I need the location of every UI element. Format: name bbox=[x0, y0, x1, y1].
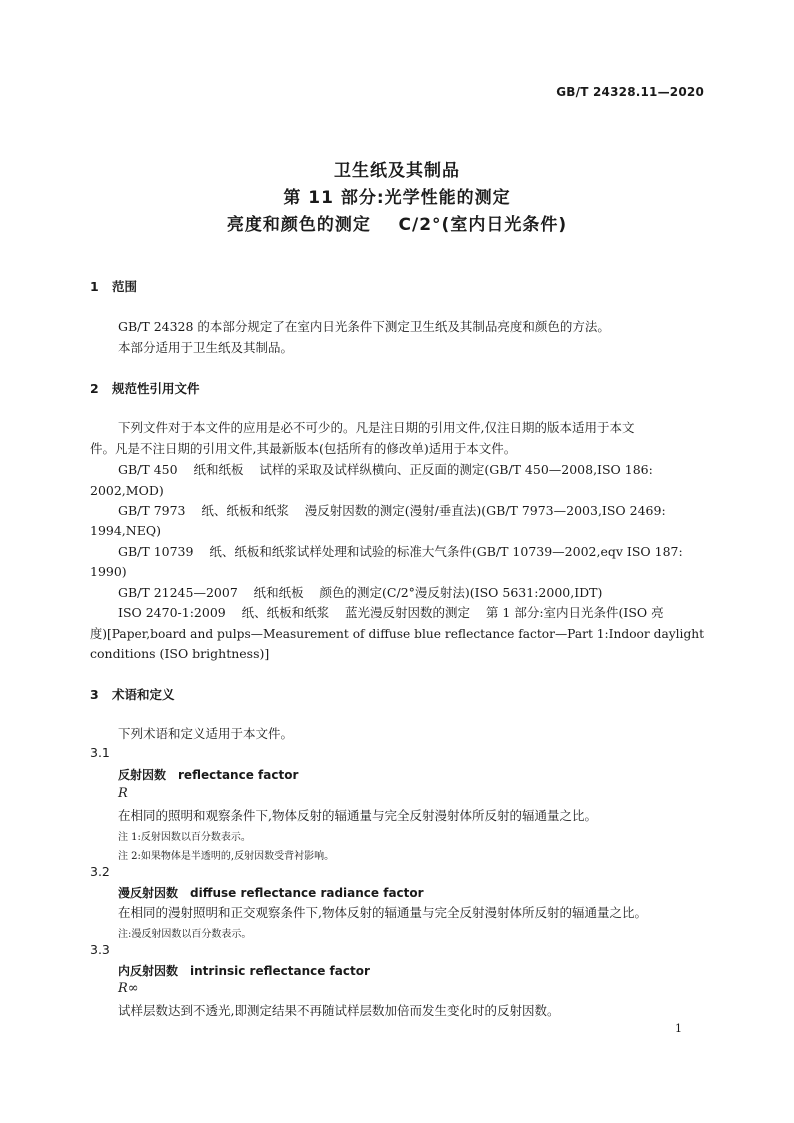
reference-iso2470-line-1: ISO 2470-1:2009 纸、纸板和纸浆 蓝光漫反射因数的测定 第 1 部分:室内日光条件(ISO 亮 bbox=[118, 605, 664, 620]
title-line-2: 第 11 部分:光学性能的测定 bbox=[283, 188, 511, 208]
section-3-heading bbox=[90, 685, 175, 703]
section-1-heading bbox=[90, 277, 137, 295]
reference-gbt7973-line-1: GB/T 7973 纸、纸板和纸浆 漫反射因数的测定(漫射/垂直法)(GB/T 7973—2003,ISO 2469: bbox=[118, 503, 666, 518]
section-1-paragraph-1: GB/T 24328 的本部分规定了在室内日光条件下测定卫生纸及其制品亮度和颜色的方法。 bbox=[118, 319, 610, 334]
section-3-intro: 下列术语和定义适用于本文件。 bbox=[118, 726, 294, 741]
reference-iso2470-line-3: conditions (ISO brightness)] bbox=[90, 646, 270, 661]
term-3-1-english: reflectance factor bbox=[178, 768, 299, 782]
term-3-2-number: 3.2 bbox=[90, 864, 110, 879]
term-3-3-chinese: 内反射因数 bbox=[118, 964, 179, 978]
standard-number: GB/T 24328.11—2020 bbox=[556, 85, 704, 99]
term-3-3-definition: 试样层数达到不透光,即测定结果不再随试样层数加倍而发生变化时的反射因数。 bbox=[118, 1003, 560, 1018]
term-3-1-number: 3.1 bbox=[90, 745, 110, 760]
reference-gbt21245: GB/T 21245—2007 纸和纸板 颜色的测定(C/2°漫反射法)(ISO 5631:2000,IDT) bbox=[118, 585, 603, 600]
term-3-1-symbol: R bbox=[118, 786, 128, 801]
term-3-3-number: 3.3 bbox=[90, 942, 110, 957]
term-3-1-heading bbox=[118, 766, 298, 783]
section-2-title: 规范性引用文件 bbox=[112, 381, 200, 396]
section-2-intro-line-1: 下列文件对于本文件的应用是必不可少的。凡是注日期的引用文件,仅注日期的版本适用于本文 bbox=[118, 420, 635, 435]
section-2-heading bbox=[90, 379, 200, 397]
reference-gbt10739-line-1: GB/T 10739 纸、纸板和纸浆试样处理和试验的标准大气条件(GB/T 10739—2002,eqv ISO 187: bbox=[118, 544, 683, 559]
term-3-1-note-2: 注 2:如果物体是半透明的,反射因数受背衬影响。 bbox=[118, 851, 335, 862]
term-3-3-english: intrinsic reflectance factor bbox=[190, 964, 370, 978]
term-3-2-english: diffuse reflectance radiance factor bbox=[190, 886, 424, 900]
term-3-2-note: 注:漫反射因数以百分数表示。 bbox=[118, 929, 252, 940]
term-3-3-heading bbox=[118, 962, 370, 979]
term-3-1-definition: 在相同的照明和观察条件下,物体反射的辐通量与完全反射漫射体所反射的辐通量之比。 bbox=[118, 808, 597, 823]
section-1-number: 1 bbox=[90, 279, 99, 294]
term-3-1-chinese: 反射因数 bbox=[118, 768, 167, 782]
term-3-2-chinese: 漫反射因数 bbox=[118, 886, 179, 900]
term-3-2-heading bbox=[118, 884, 424, 901]
term-3-2-definition: 在相同的漫射照明和正交观察条件下,物体反射的辐通量与完全反射漫射体所反射的辐通量之比。 bbox=[118, 905, 647, 920]
section-2-intro-line-2: 件。凡是不注日期的引用文件,其最新版本(包括所有的修改单)适用于本文件。 bbox=[90, 441, 517, 456]
term-3-1-note-1: 注 1:反射因数以百分数表示。 bbox=[118, 832, 251, 843]
section-1-paragraph-2: 本部分适用于卫生纸及其制品。 bbox=[118, 340, 294, 355]
section-1-title: 范围 bbox=[112, 279, 138, 294]
page-number: 1 bbox=[675, 1022, 682, 1035]
reference-gbt10739-line-2: 1990) bbox=[90, 564, 127, 579]
title-line-1: 卫生纸及其制品 bbox=[334, 161, 460, 181]
reference-gbt7973-line-2: 1994,NEQ) bbox=[90, 523, 161, 538]
title-line-3: 亮度和颜色的测定 C/2°(室内日光条件) bbox=[226, 215, 568, 235]
section-3-title: 术语和定义 bbox=[112, 687, 175, 702]
term-3-3-symbol: R∞ bbox=[118, 981, 139, 996]
reference-iso2470-line-2: 度)[Paper,board and pulps—Measurement of diffuse blue reflectance factor—Part 1:Indoor daylight bbox=[90, 626, 705, 641]
section-3-number: 3 bbox=[90, 687, 99, 702]
reference-gbt450-line-2: 2002,MOD) bbox=[90, 483, 164, 498]
section-2-number: 2 bbox=[90, 381, 99, 396]
reference-gbt450-line-1: GB/T 450 纸和纸板 试样的采取及试样纵横向、正反面的测定(GB/T 450—2008,ISO 186: bbox=[118, 462, 653, 477]
